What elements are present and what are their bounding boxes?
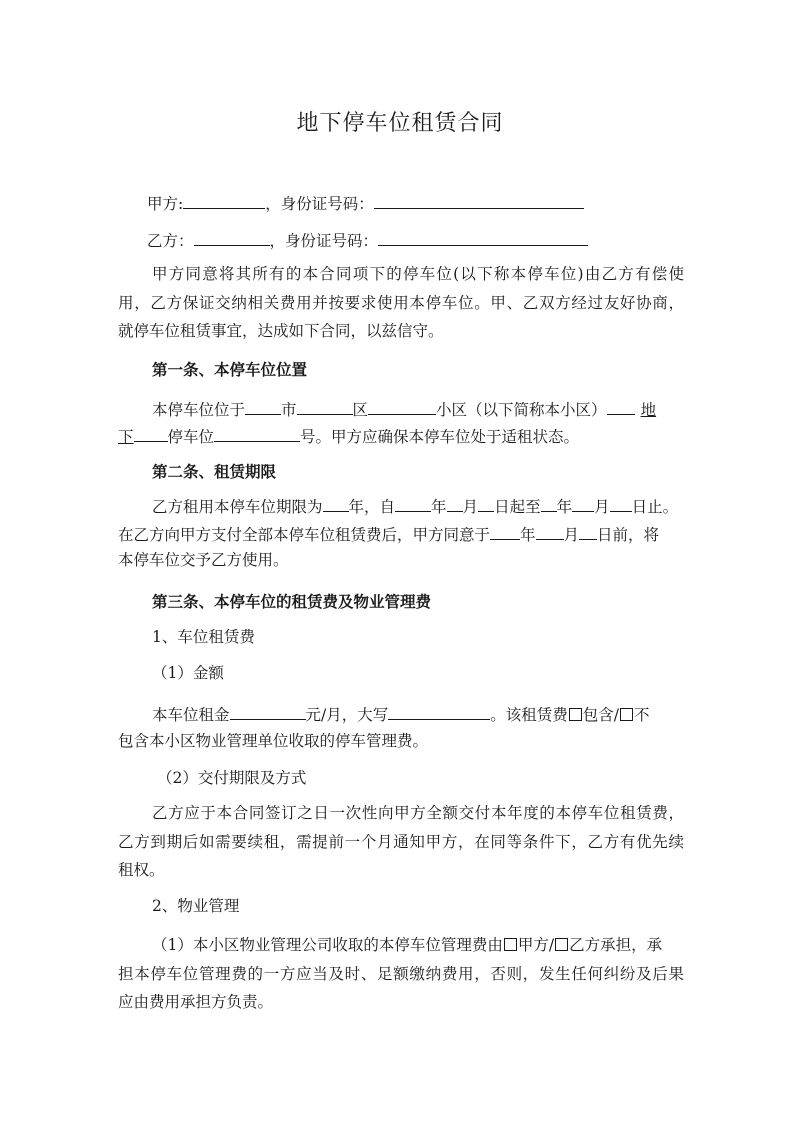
underground-label-1: 地 <box>640 401 657 419</box>
subsection-amount-title: （1）金额 <box>152 664 224 682</box>
community-blank <box>368 397 436 415</box>
district-blank <box>297 397 353 415</box>
handover-text: 在乙方向甲方支付全部本停车位租赁费后，甲方同意于 <box>118 526 491 544</box>
party-b-bears-label: 乙方承担，承 <box>569 936 663 954</box>
exclude-checkbox[interactable] <box>620 708 633 721</box>
document-title: 地下停车位租赁合同 <box>296 111 504 136</box>
article-1-condition-text: 号。甲方应确保本停车位处于适租状态。 <box>300 428 580 446</box>
payment-line-1: 乙方应于本合同签订之日一次性向甲方全额交付本年度的本停车位租赁费， <box>152 804 684 822</box>
party-b-label: 乙方： <box>147 232 194 250</box>
exclude-label: 不 <box>634 706 650 724</box>
article-1-text: 本停车位位于 <box>152 401 246 419</box>
party-a-line <box>147 191 713 214</box>
party-b-line <box>147 228 713 251</box>
floor-blank <box>607 397 635 415</box>
rent-amount-line-2: 包含本小区物业管理单位收取的停车管理费。 <box>118 732 429 750</box>
include-label: 包含/ <box>582 706 619 724</box>
rent-unit-label: 元/月，大写 <box>305 706 389 724</box>
end-day-label: 日止。 <box>631 498 679 516</box>
intro-line-1: 甲方同意将其所有的本合同项下的停车位(以下称本停车位)由乙方有偿使 <box>152 265 684 283</box>
rent-label: 本车位租金 <box>152 706 230 724</box>
article-1-location-line-1 <box>152 397 718 420</box>
start-year-label: 年 <box>431 498 447 516</box>
start-day-label: 日起至 <box>494 498 541 516</box>
party-b-id-label: ，身份证号码： <box>269 232 379 250</box>
management-fee-line-1 <box>152 935 718 955</box>
handover-day-blank <box>579 522 597 540</box>
handover-month-blank <box>536 522 564 540</box>
term-text: 乙方租用本停车位期限为 <box>152 498 323 516</box>
community-label: 小区（以下简称本小区） <box>436 401 607 419</box>
management-fee-line-2: 担本停车位管理费的一方应当及时、足额缴纳费用，否则，发生任何纠纷及后果 <box>118 965 684 983</box>
start-month-blank <box>447 494 463 512</box>
city-blank <box>245 397 281 415</box>
party-b-id-blank <box>378 228 588 246</box>
party-b-bears-checkbox[interactable] <box>555 938 568 951</box>
term-years-blank <box>323 494 349 512</box>
start-year-blank <box>395 494 431 512</box>
start-month-label: 月 <box>462 498 479 516</box>
rent-fee-label: 。该租赁费 <box>490 706 568 724</box>
article-1-location-line-2 <box>118 424 684 447</box>
space-number-blank <box>214 424 300 442</box>
end-month-blank <box>572 494 594 512</box>
rent-amount-line <box>152 702 718 725</box>
party-a-id-blank <box>374 191 584 209</box>
intro-line-3: 就停车位租赁事宜，达成如下合同，以兹信守。 <box>118 322 444 340</box>
party-a-bears-label: 甲方/ <box>517 936 555 954</box>
district-label: 区 <box>352 401 369 419</box>
handover-day-label: 日前，将 <box>597 526 660 544</box>
management-fee-text: （1）本小区物业管理公司收取的本停车位管理费由 <box>152 936 503 954</box>
parking-space-label: 停车位 <box>167 428 215 446</box>
section-2-title: 2、物业管理 <box>152 897 240 915</box>
rent-amount-words-blank <box>388 702 490 720</box>
end-year-label: 年 <box>556 498 573 516</box>
payment-line-3: 租权。 <box>118 861 165 879</box>
term-years-label: 年，自 <box>348 498 396 516</box>
level-blank <box>134 424 168 442</box>
article-2-line-2 <box>118 522 684 545</box>
handover-year-blank <box>490 522 520 540</box>
article-1-heading: 第一条、本停车位位置 <box>152 360 308 379</box>
party-b-name-blank <box>194 228 270 246</box>
rent-amount-blank <box>230 702 306 720</box>
start-day-blank <box>478 494 494 512</box>
section-1-title: 1、车位租赁费 <box>152 628 255 646</box>
article-2-line-3: 本停车位交予乙方使用。 <box>118 551 289 569</box>
end-month-label: 月 <box>594 498 610 516</box>
intro-line-2: 用，乙方保证交纳相关费用并按要求使用本停车位。甲、乙双方经过友好协商， <box>118 294 684 312</box>
article-2-line-1 <box>152 494 718 517</box>
party-a-label: 甲方: <box>147 195 184 213</box>
management-fee-line-3: 应由费用承担方负责。 <box>118 993 274 1011</box>
city-label: 市 <box>281 401 297 419</box>
underground-label-2: 下 <box>118 428 134 446</box>
subsection-payment-title: （2）交付期限及方式 <box>157 769 307 787</box>
end-year-blank <box>541 494 557 512</box>
handover-month-label: 月 <box>563 526 580 544</box>
party-a-bears-checkbox[interactable] <box>504 938 517 951</box>
payment-line-2: 乙方到期后如需要续租，需提前一个月通知甲方，在同等条件下，乙方有优先续 <box>118 833 684 851</box>
party-a-name-blank <box>183 191 265 209</box>
end-day-blank <box>610 494 632 512</box>
include-checkbox[interactable] <box>569 708 582 721</box>
handover-year-label: 年 <box>520 526 536 544</box>
article-3-heading: 第三条、本停车位的租赁费及物业管理费 <box>152 592 432 611</box>
party-a-id-label: ，身份证号码： <box>265 195 374 213</box>
article-2-heading: 第二条、租赁期限 <box>152 462 277 481</box>
